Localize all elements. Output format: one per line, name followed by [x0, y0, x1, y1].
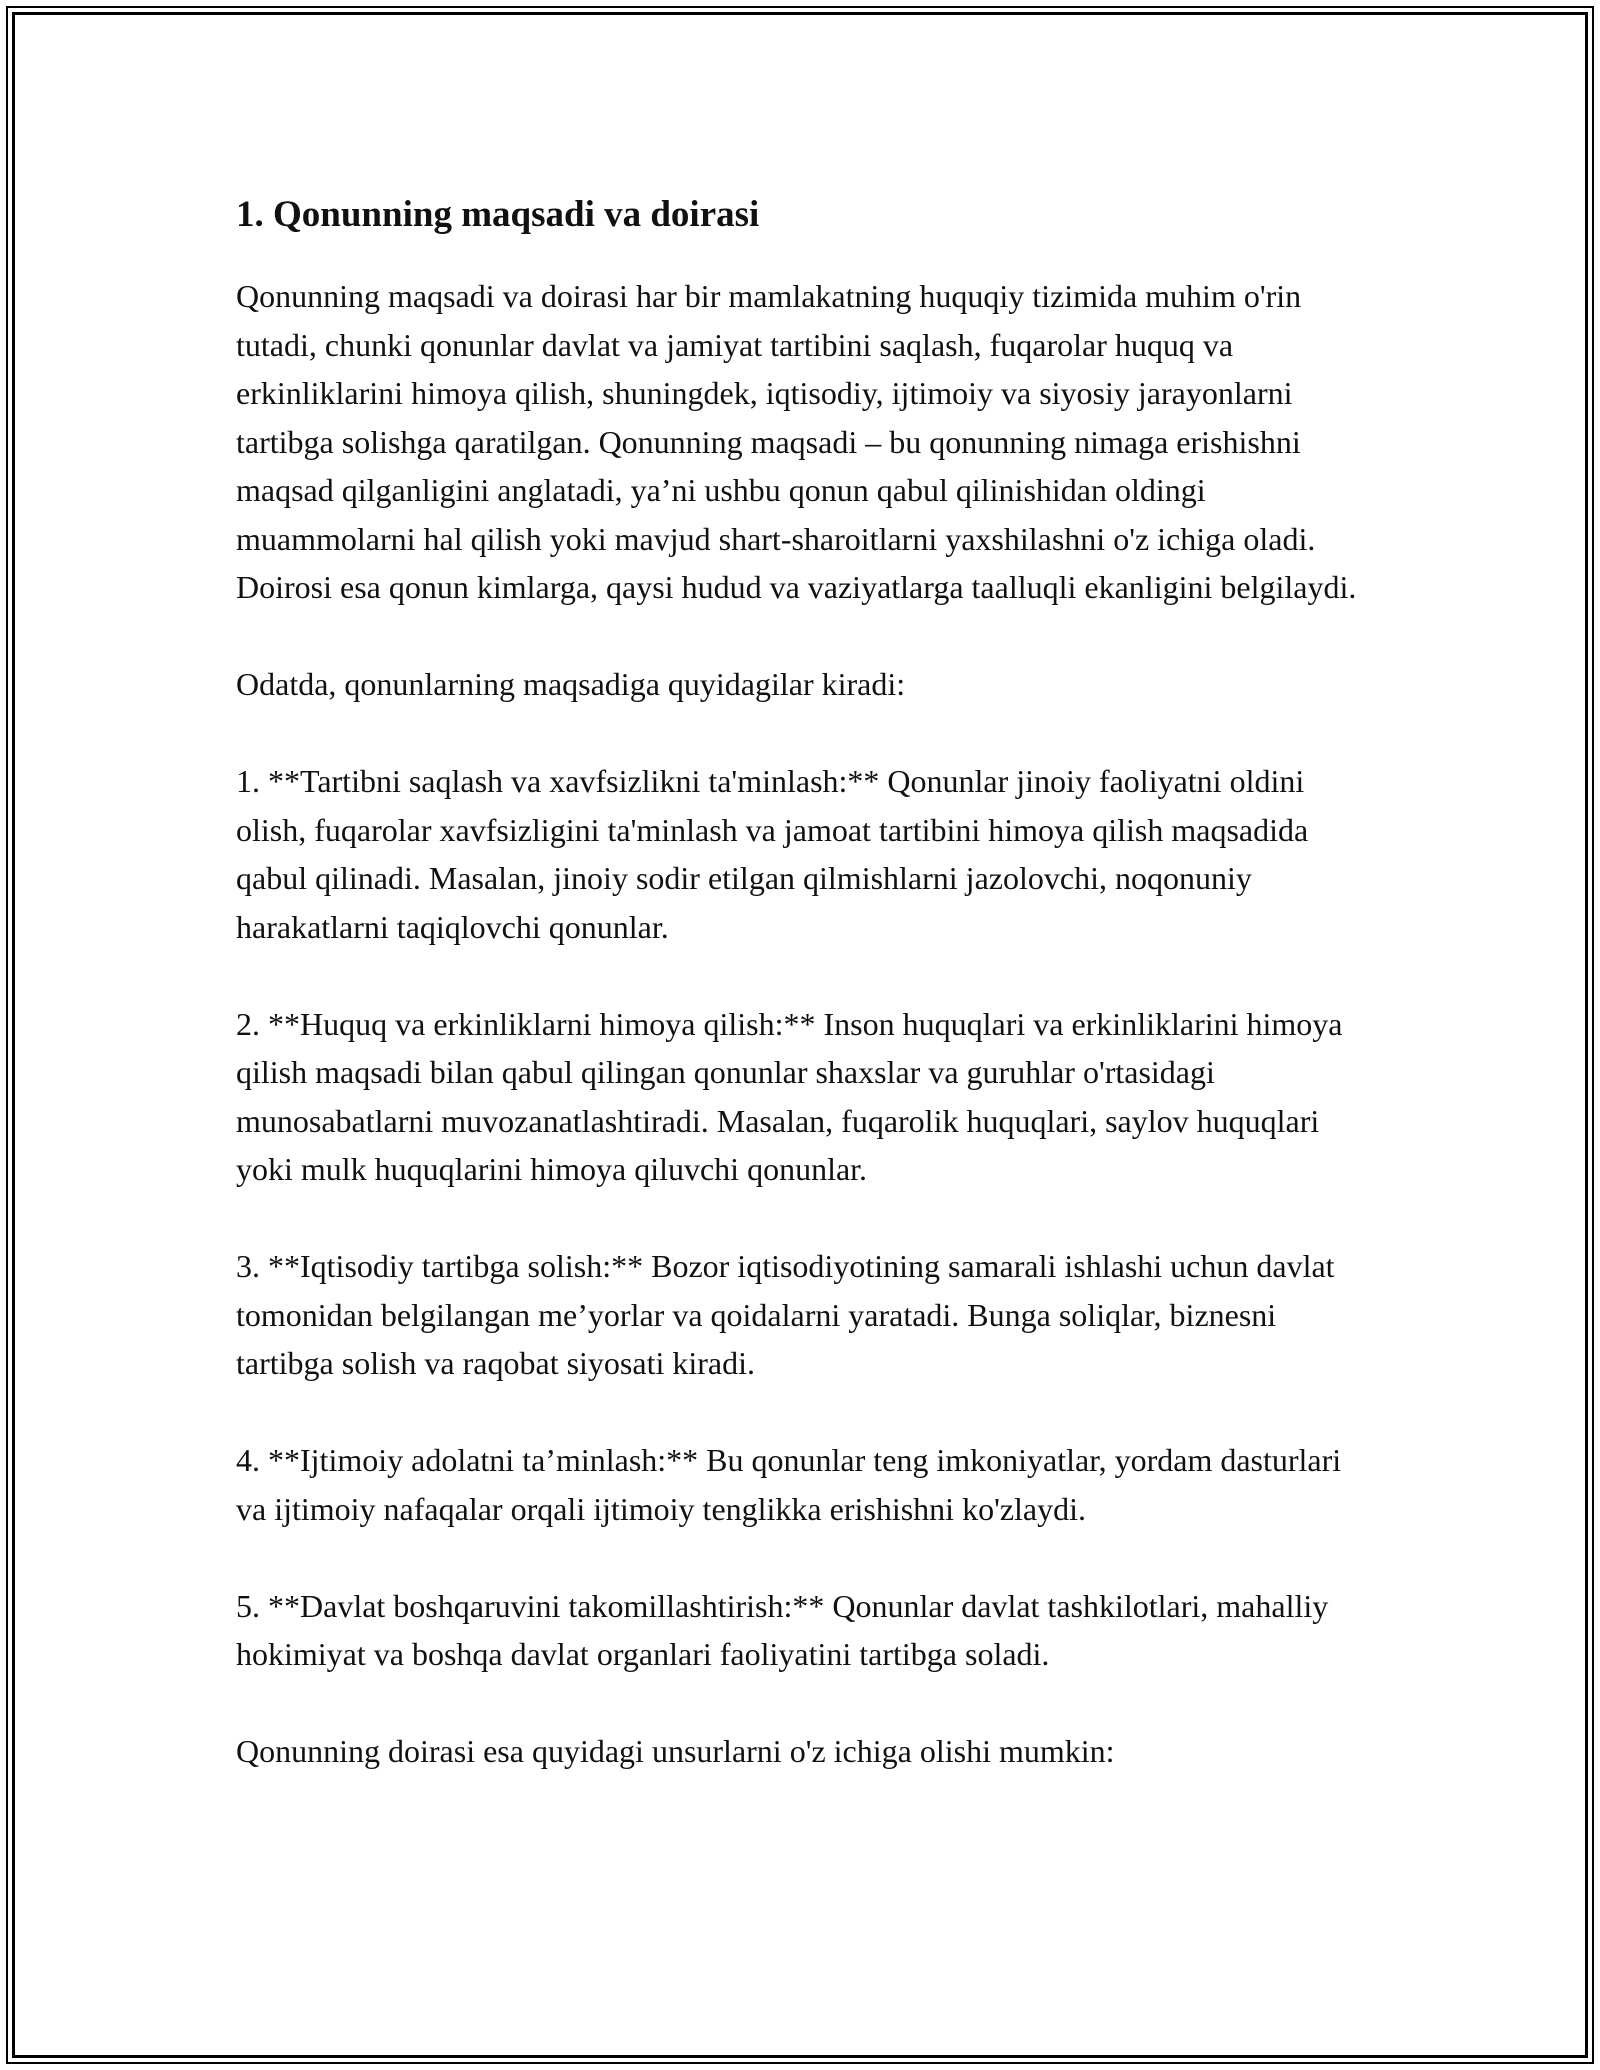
paragraph-gap: [236, 709, 1376, 758]
list-item-social-justice: 4. **Ijtimoiy adolatni ta’minlash:** Bu qonunlar teng imkoniyatlar, yordam dasturlari va ijtimoiy nafaqalar orqali ijtimoiy tenglikka erishishni ko'zlaydi.: [236, 1442, 1342, 1527]
list-item-governance: 5. **Davlat boshqaruvini takomillashtirish:** Qonunlar davlat tashkilotlari, mahalliy hokimiyat va boshqa davlat organlari faoliyatini tartibga soladi.: [236, 1587, 1329, 1672]
paragraph-gap: [236, 1388, 1376, 1437]
paragraph-gap: [236, 1679, 1376, 1728]
paragraph-gap: [236, 1194, 1376, 1243]
intro-paragraph: Qonunning maqsadi va doirasi har bir mamlakatning huquqiy tizimida muhim o'rin tutadi, chunki qonunlar davlat va jamiyat tartibini saqlash, fuqarolar huquq va erkinliklarini himoya qilish, shuningdek, iqtisodiy, ijtimoiy va siyosiy jarayonlarni tartibga solishga qaratilgan. Qonunning maqsadi – bu qonunning nimaga erishishni maqsad qilganligini anglatadi, ya’ni ushbu qonun qabul qilinishidan oldingi muammolarni hal qilish yoki mavjud shart-sharoitlarni yaxshilashni o'z ichiga oladi. Doirosi esa qonun kimlarga, qaysi hudud va vaziyatlarga taalluqli ekanligini belgilaydi.: [236, 278, 1357, 605]
scope-lead-in: Qonunning doirasi esa quyidagi unsurlarni o'z ichiga olishi mumkin:: [236, 1733, 1115, 1769]
list-item-rights-freedoms: 2. **Huquq va erkinliklarni himoya qilish:** Inson huquqlari va erkinliklarini himoya qilish maqsadi bilan qabul qilingan qonunlar shaxslar va guruhlar o'rtasidagi munosabatlarni muvozanatlashtiradi. Masalan, fuqarolik huquqlari, saylov huquqlari yoki mulk huquqlarini himoya qiluvchi qonunlar.: [236, 1005, 1343, 1187]
paragraph-gap: [236, 1533, 1376, 1582]
list-item-order-security: 1. **Tartibni saqlash va xavfsizlikni ta'minlash:** Qonunlar jinoiy faoliyatni oldini olish, fuqarolar xavfsizligini ta'minlash va jamoat tartibini himoya qilish maqsadida qabul qilinadi. Masalan, jinoiy sodir etilgan qilmishlarni jazolovchi, noqonuniy harakatlarni taqiqlovchi qonunlar.: [236, 763, 1309, 945]
paragraph-gap: [236, 951, 1376, 1000]
document-body: [236, 186, 1376, 1776]
list-item-economic-regulation: 3. **Iqtisodiy tartibga solish:** Bozor iqtisodiyotining samarali ishlashi uchun davlat tomonidan belgilangan me’yorlar va qoidalarni yaratadi. Bunga soliqlar, biznesni tartibga solish va raqobat siyosati kiradi.: [236, 1248, 1335, 1381]
paragraph-gap: [236, 612, 1376, 661]
section-heading: 1. Qonunning maqsadi va doirasi: [236, 194, 760, 235]
purposes-lead-in: Odatda, qonunlarning maqsadiga quyidagilar kiradi:: [236, 666, 906, 702]
